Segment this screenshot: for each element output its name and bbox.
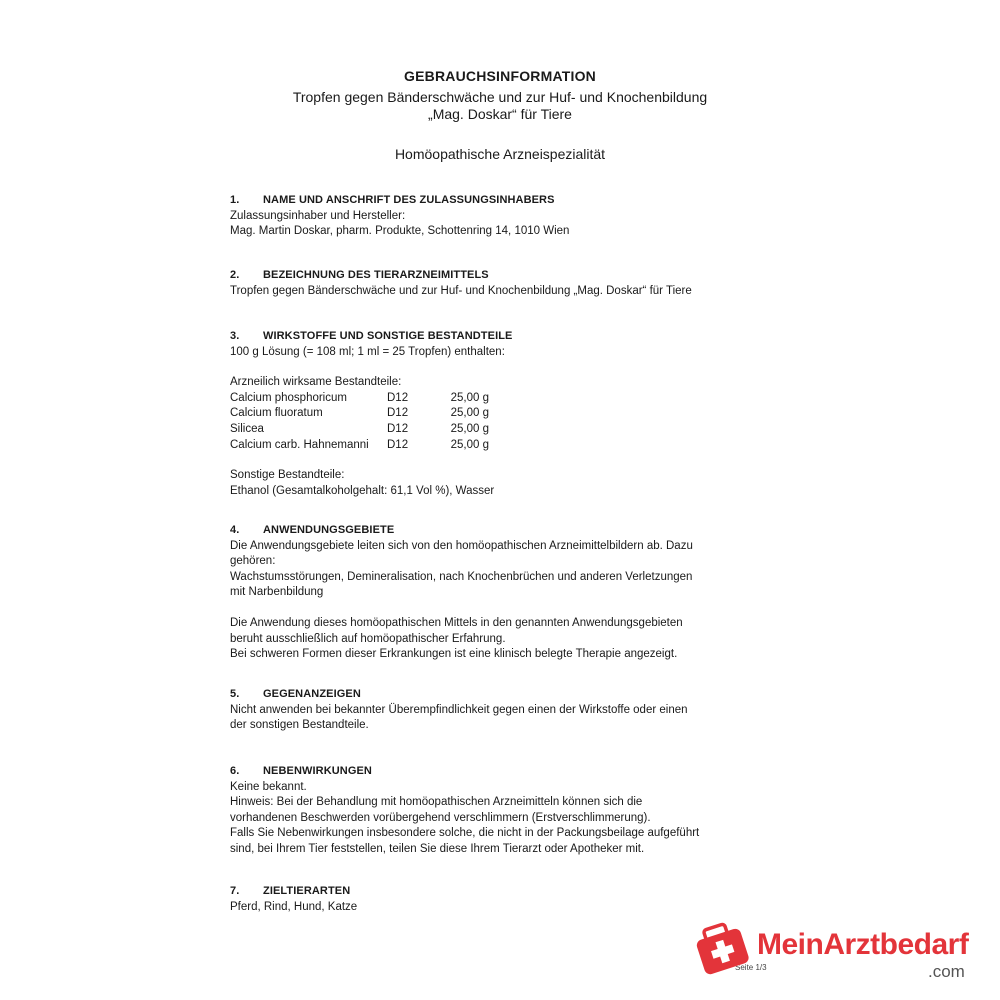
section-number: 2. bbox=[230, 269, 240, 281]
text-line: Hinweis: Bei der Behandlung mit homöopathischen Arzneimitteln können sich die bbox=[230, 796, 643, 809]
section-title: NEBENWIRKUNGEN bbox=[263, 765, 372, 777]
section-1 bbox=[230, 193, 770, 240]
section-3 bbox=[230, 329, 770, 499]
section-number: 1. bbox=[230, 194, 240, 206]
ingredient-amount: 25,00 g bbox=[450, 391, 489, 404]
section-2 bbox=[230, 268, 770, 299]
section-heading bbox=[230, 329, 770, 345]
section-title: GEGENANZEIGEN bbox=[263, 688, 361, 700]
active-ingredients-label: Arzneilich wirksame Bestandteile: bbox=[230, 376, 402, 389]
section-heading bbox=[230, 193, 770, 209]
section-number: 4. bbox=[230, 524, 240, 536]
section-4 bbox=[230, 523, 770, 663]
text-line: Wachstumsstörungen, Demineralisation, nach Knochenbrüchen und anderen Verletzungen bbox=[230, 570, 693, 583]
section-title: ZIELTIERARTEN bbox=[263, 885, 351, 897]
section-heading bbox=[230, 884, 770, 900]
text-line: Falls Sie Nebenwirkungen insbesondere solche, die nicht in der Packungsbeilage aufgeführt bbox=[230, 827, 700, 840]
text-line: vorhandenen Beschwerden vorübergehend verschlimmern (Erstverschlimmerung). bbox=[230, 811, 651, 824]
text-line: Bei schweren Formen dieser Erkrankungen ist eine klinisch belegte Therapie angezeigt. bbox=[230, 648, 678, 661]
text-line: Tropfen gegen Bänderschwäche und zur Huf- und Knochenbildung „Mag. Doskar“ für Tiere bbox=[230, 284, 692, 297]
text-line: Die Anwendungsgebiete leiten sich von den homöopathischen Arzneimittelbildern ab. Dazu bbox=[230, 539, 693, 552]
section-heading bbox=[230, 687, 770, 703]
ingredient-amount: 25,00 g bbox=[450, 422, 489, 435]
section-heading bbox=[230, 523, 770, 539]
page-number: Seite 1/3 bbox=[735, 963, 767, 972]
ingredient-name: Calcium carb. Hahnemanni bbox=[230, 438, 369, 451]
document-title: GEBRAUCHSINFORMATION bbox=[404, 68, 596, 84]
text-line: Keine bekannt. bbox=[230, 780, 307, 793]
ingredient-potency: D12 bbox=[387, 407, 409, 420]
text-line: Die Anwendung dieses homöopathischen Mittels in den genannten Anwendungsgebieten bbox=[230, 616, 683, 629]
ingredient-potency: D12 bbox=[387, 438, 409, 451]
section-title: WIRKSTOFFE UND SONSTIGE BESTANDTEILE bbox=[263, 330, 513, 342]
intro-line: 100 g Lösung (= 108 ml; 1 ml = 25 Tropfen) enthalten: bbox=[230, 345, 505, 358]
section-7 bbox=[230, 884, 770, 915]
section-5 bbox=[230, 687, 770, 734]
table-row bbox=[230, 391, 489, 407]
text-line: beruht ausschließlich auf homöopathischer Erfahrung. bbox=[230, 632, 506, 645]
ingredient-amount: 25,00 g bbox=[450, 438, 489, 451]
brand-logo bbox=[693, 918, 983, 982]
text-line: mit Narbenbildung bbox=[230, 586, 324, 599]
logo-domain: .com bbox=[928, 962, 965, 981]
ingredient-name: Calcium phosphoricum bbox=[230, 391, 347, 404]
text-line: gehören: bbox=[230, 555, 276, 568]
product-brand-line: „Mag. Doskar“ für Tiere bbox=[428, 106, 572, 122]
section-number: 6. bbox=[230, 765, 240, 777]
section-title: BEZEICHNUNG DES TIERARZNEIMITTELS bbox=[263, 269, 489, 281]
ingredient-potency: D12 bbox=[387, 422, 409, 435]
text-line: der sonstigen Bestandteile. bbox=[230, 719, 369, 732]
section-heading bbox=[230, 764, 770, 780]
text-line: Pferd, Rind, Hund, Katze bbox=[230, 900, 358, 913]
other-ingredients: Ethanol (Gesamtalkoholgehalt: 61,1 Vol %), Wasser bbox=[230, 484, 495, 497]
product-name-line: Tropfen gegen Bänderschwäche und zur Huf- und Knochenbildung bbox=[292, 89, 708, 105]
section-number: 7. bbox=[230, 885, 240, 897]
section-number: 5. bbox=[230, 688, 240, 700]
table-row bbox=[230, 438, 489, 454]
other-ingredients-label: Sonstige Bestandteile: bbox=[230, 469, 345, 482]
logo-text: MeinArztbedarf bbox=[757, 928, 969, 961]
text-line: sind, bei Ihrem Tier feststellen, teilen Sie diese Ihrem Tierarzt oder Apotheker mit. bbox=[230, 842, 645, 855]
ingredient-potency: D12 bbox=[387, 391, 409, 404]
ingredient-amount: 25,00 g bbox=[450, 407, 489, 420]
section-number: 3. bbox=[230, 330, 240, 342]
text-line: Mag. Martin Doskar, pharm. Produkte, Schottenring 14, 1010 Wien bbox=[230, 225, 570, 238]
ingredient-name: Silicea bbox=[230, 422, 264, 435]
section-title: NAME UND ANSCHRIFT DES ZULASSUNGSINHABERS bbox=[263, 194, 555, 206]
text-line: Zulassungsinhaber und Hersteller: bbox=[230, 209, 406, 222]
text-line: Nicht anwenden bei bekannter Überempfindlichkeit gegen einen der Wirkstoffe oder einen bbox=[230, 703, 688, 716]
table-row bbox=[230, 406, 489, 422]
first-aid-kit-icon bbox=[693, 918, 755, 980]
table-row bbox=[230, 422, 489, 438]
section-title: ANWENDUNGSGEBIETE bbox=[263, 524, 395, 536]
product-category: Homöopathische Arzneispezialität bbox=[394, 146, 606, 162]
section-heading bbox=[230, 268, 770, 284]
ingredient-name: Calcium fluoratum bbox=[230, 407, 323, 420]
section-6 bbox=[230, 764, 770, 858]
ingredients-table bbox=[230, 391, 489, 453]
